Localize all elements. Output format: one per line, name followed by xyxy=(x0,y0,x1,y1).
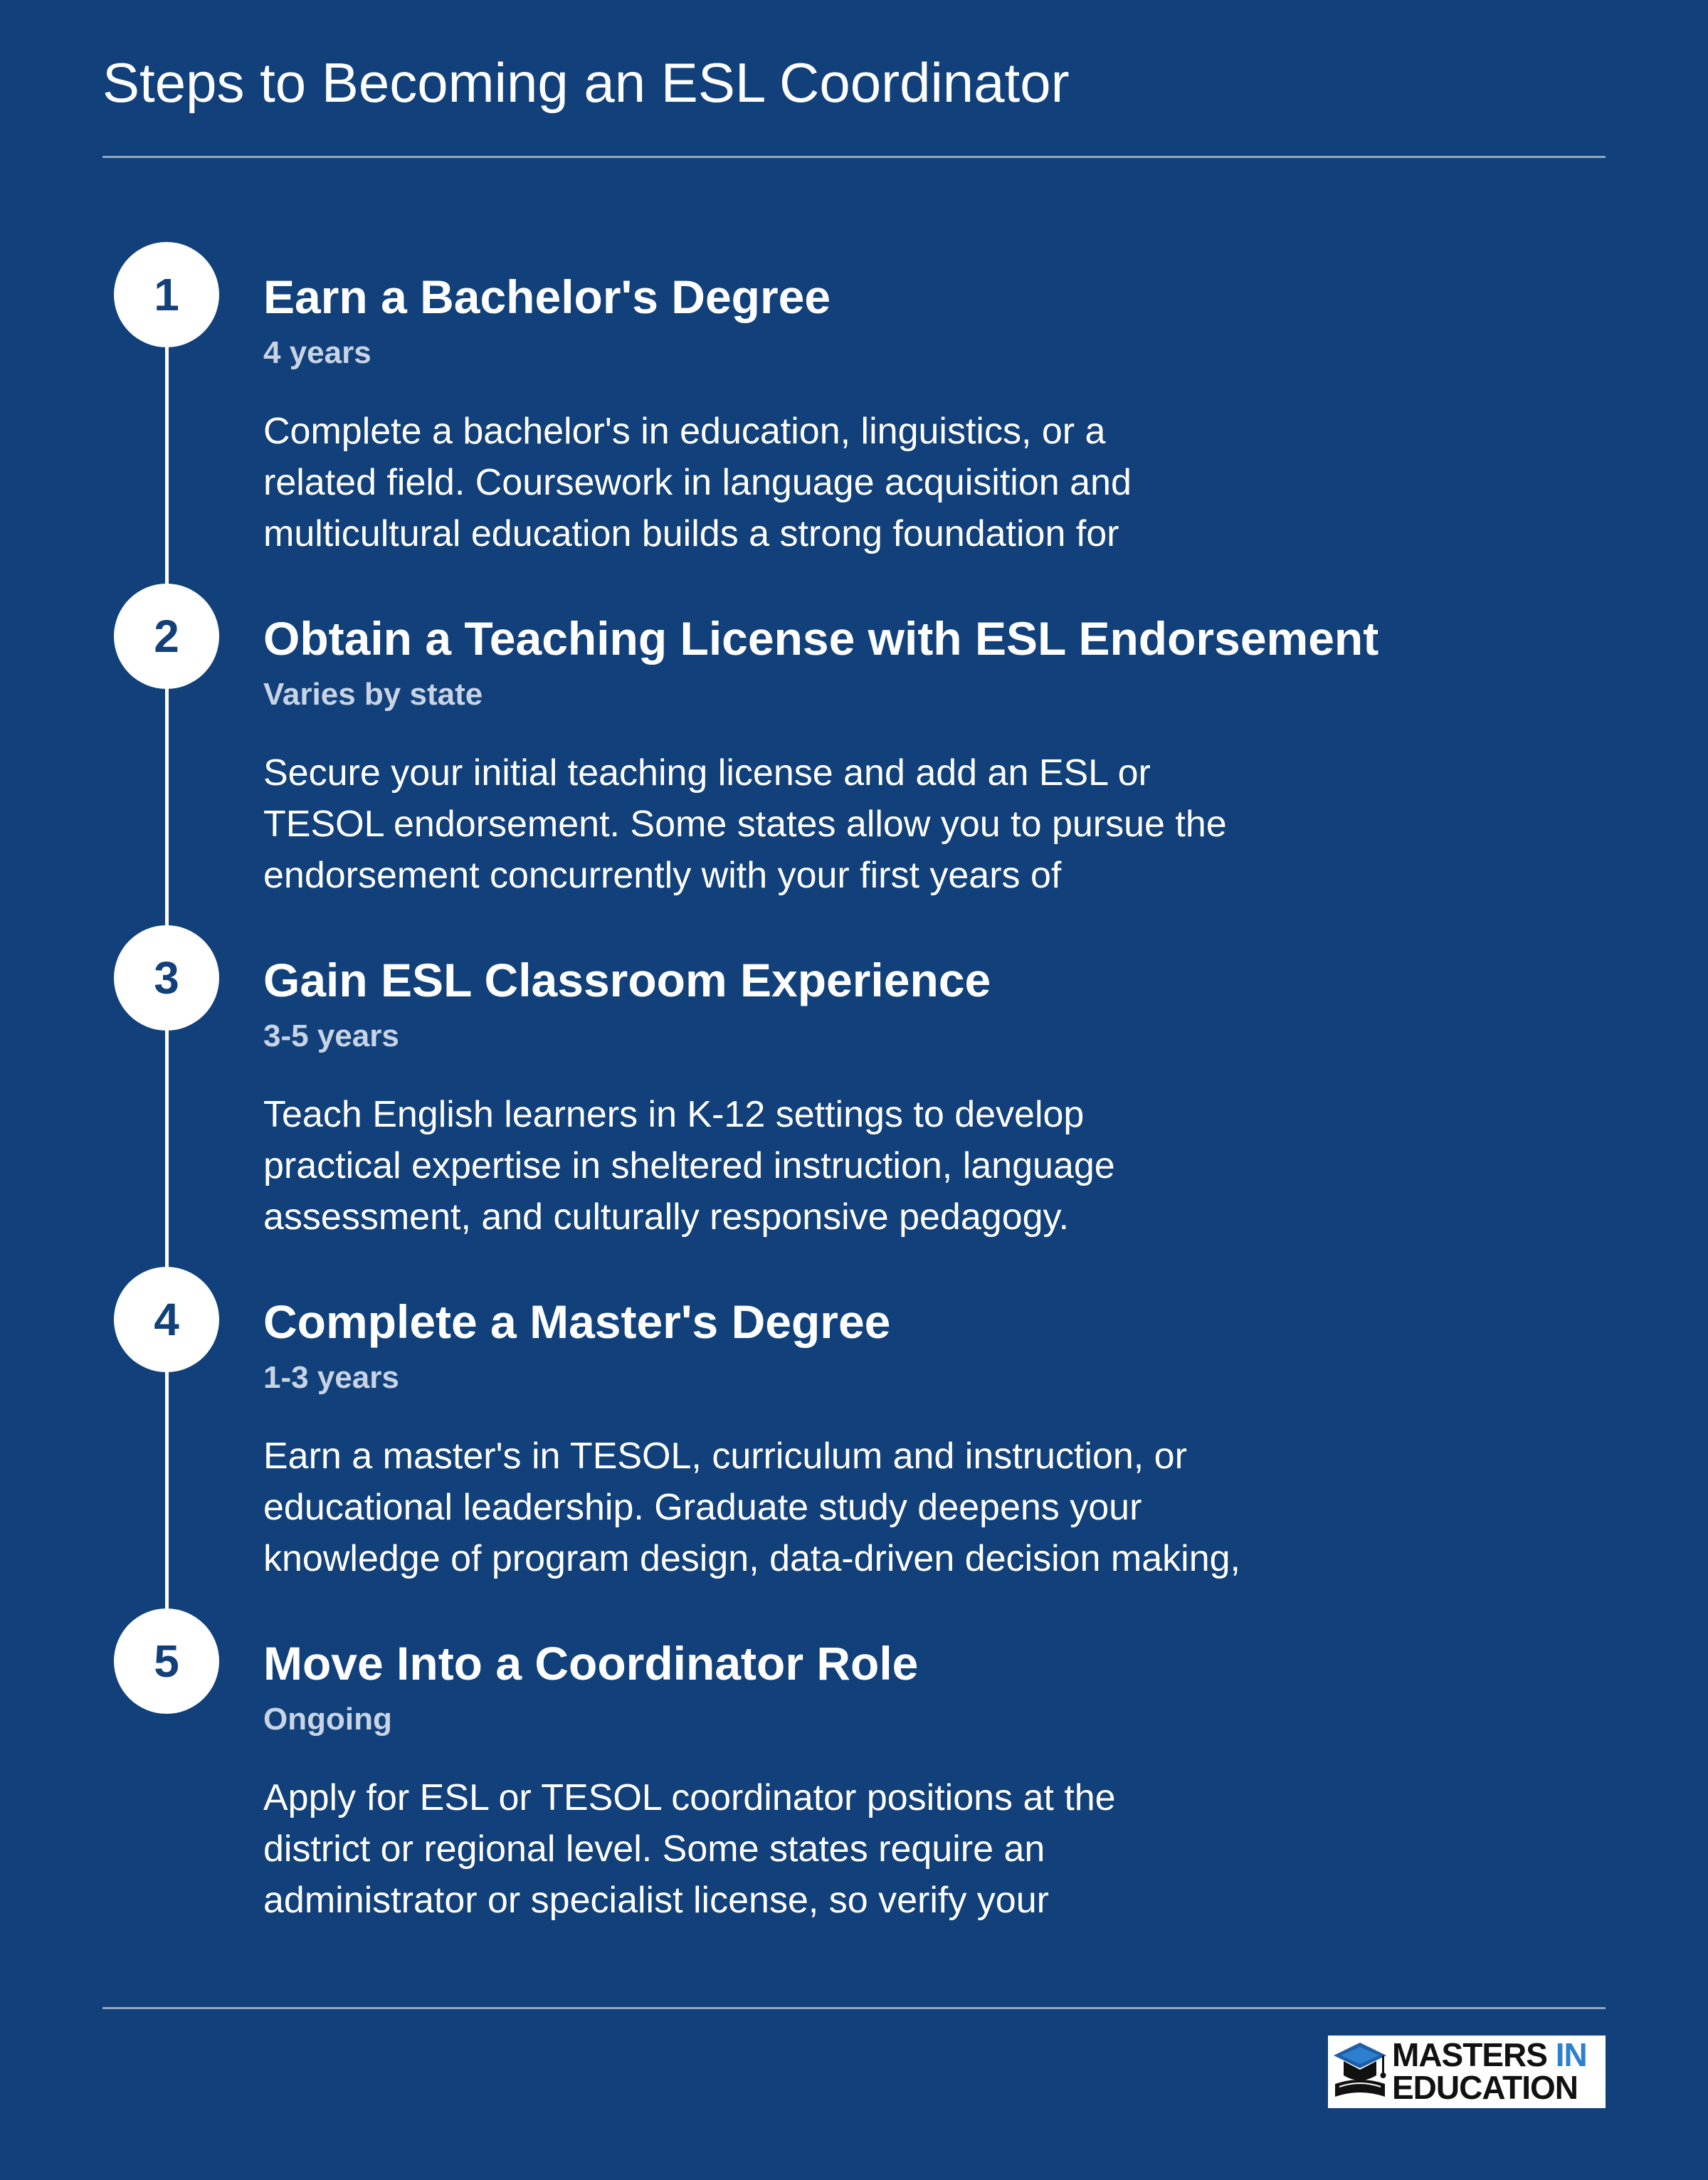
step-duration: Varies by state xyxy=(263,677,483,712)
step-description xyxy=(263,1089,1374,1243)
step-duration: 1-3 years xyxy=(263,1360,399,1395)
step-description-line: Complete a bachelor's in education, linguistics, or a xyxy=(263,411,1106,452)
step-number-badge: 1 xyxy=(114,242,219,347)
step-description xyxy=(263,1431,1374,1584)
step-number-badge: 4 xyxy=(114,1267,219,1372)
step-description-line: knowledge of program design, data-driven decision making, xyxy=(263,1538,1240,1579)
step-4 xyxy=(0,1267,1708,1608)
masters-in-education-logo xyxy=(1328,2036,1606,2108)
graduation-cap-icon xyxy=(1332,2040,1388,2102)
step-title: Earn a Bachelor's Degree xyxy=(263,270,831,323)
step-duration: Ongoing xyxy=(263,1702,392,1737)
step-description-line: practical expertise in sheltered instruction, language xyxy=(263,1145,1115,1186)
step-description-line: Earn a master's in TESOL, curriculum and instruction, or xyxy=(263,1436,1187,1477)
step-2 xyxy=(0,584,1708,925)
step-description-line: Teach English learners in K-12 settings to develop xyxy=(263,1094,1085,1135)
step-description-line: district or regional level. Some states require an xyxy=(263,1828,1045,1870)
page-title: Steps to Becoming an ESL Coordinator xyxy=(102,51,1070,114)
step-title: Complete a Master's Degree xyxy=(263,1295,891,1348)
step-5 xyxy=(0,1608,1708,1950)
step-1 xyxy=(0,242,1708,584)
step-title: Gain ESL Classroom Experience xyxy=(263,954,991,1006)
step-description xyxy=(263,406,1374,559)
step-number-badge: 2 xyxy=(114,584,219,689)
footer-divider xyxy=(102,2007,1606,2009)
step-description-line: TESOL endorsement. Some states allow you to pursue the xyxy=(263,804,1227,845)
step-title: Obtain a Teaching License with ESL Endorsement xyxy=(263,612,1379,665)
step-number-badge: 5 xyxy=(114,1608,219,1714)
step-description xyxy=(263,747,1374,901)
step-description-line: multicultural education builds a strong foundation for xyxy=(263,513,1119,554)
step-description-line: related field. Coursework in language acquisition and xyxy=(263,462,1132,503)
step-description-line: Secure your initial teaching license and add an ESL or xyxy=(263,752,1151,794)
logo-word-in: IN xyxy=(1555,2036,1587,2073)
step-duration: 4 years xyxy=(263,335,371,370)
step-3 xyxy=(0,925,1708,1267)
logo-word-education: EDUCATION xyxy=(1392,2069,1578,2106)
step-description-line: administrator or specialist license, so verify your xyxy=(263,1880,1049,1921)
logo-word-masters: MASTERS xyxy=(1392,2036,1547,2073)
step-description-line: assessment, and culturally responsive pedagogy. xyxy=(263,1196,1070,1238)
header-divider xyxy=(102,156,1606,158)
step-description-line: endorsement concurrently with your first years of xyxy=(263,855,1062,896)
step-description xyxy=(263,1772,1374,1926)
step-description-line: Apply for ESL or TESOL coordinator positions at the xyxy=(263,1777,1116,1818)
step-title: Move Into a Coordinator Role xyxy=(263,1637,919,1690)
step-description-line: educational leadership. Graduate study deepens your xyxy=(263,1487,1142,1528)
step-duration: 3-5 years xyxy=(263,1018,399,1053)
logo-wordmark xyxy=(1392,2038,1587,2104)
step-number-badge: 3 xyxy=(114,925,219,1031)
